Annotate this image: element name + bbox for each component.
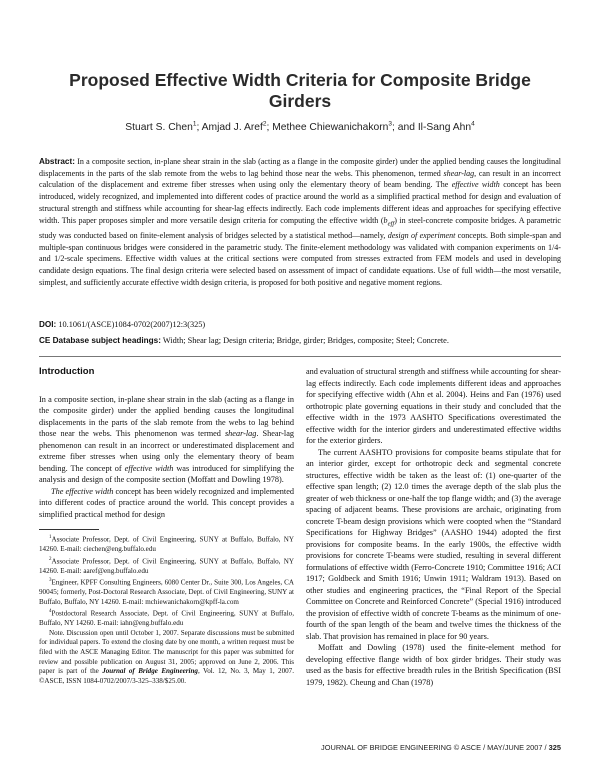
doi-value[interactable]: 10.1061/(ASCE)1084-0702(2007)12:3(325) <box>58 320 206 329</box>
divider <box>39 356 561 357</box>
paragraph: The effective width concept has been widely recognized and implemented into different codes of practice around the world. This concept provides a simplified practical method for design <box>39 486 294 519</box>
footnote: $^4$Postdoctoral Research Associate, Dept. of Civil Engineering, SUNY at Buffalo, Buffalo, NY 14260. E-mail: iahn@eng.buffalo.edu <box>39 609 294 628</box>
paragraph: Moffatt and Dowling (1978) used the finite-element method for developing effective flange width of box girder bridges. Their study was used as the basis for effective breadth rules in the British Specification (BSI 1979, 1982). Cheung and Chan (1978) <box>306 643 561 687</box>
page-number: 325 <box>548 743 561 752</box>
paper-title: Proposed Effective Width Criteria for Composite Bridge Girders <box>69 70 531 111</box>
right-column <box>306 366 561 688</box>
paragraph: In a composite section, in-plane shear strain in the slab (acting as a flange in the composite girder) under the applied bending causes the longitudinal displacements in the parts of the slab remote from the webs to lag behind those near the webs. This phenomenon was termed shear-lag. Shear-lag phenomenon can result in an incorrect or underestimated displacement and extreme fiber stresses when using only the elementary theory of beam bending. The concept of effective width was introduced for simplifying the analysis and design of the composite section (Moffatt and Dowling 1978). <box>39 394 294 484</box>
footnote-rule <box>39 529 99 530</box>
author: Methee Chiewanichakorn$^3$; and <box>272 121 418 134</box>
section-heading: Introduction <box>39 366 95 377</box>
note: Note. Discussion open until October 1, 2007. Separate discussions must be submitted for individual papers. To extend the closing date by one month, a written request must be filed with the ASCE Managing Editor. The manuscript for this paper was submitted for review and possible publication on August 31, 2005; approved on June 2, 2006. This paper is part of the Journal of Bridge Engineering, Vol. 12, No. 3, May 1, 2007. ©ASCE, ISSN 1084-0702/2007/3-325–338/$25.00. <box>39 628 294 685</box>
footnotes <box>39 533 294 686</box>
author: Il-Sang Ahn$^4$ <box>417 121 475 134</box>
left-column <box>39 366 294 686</box>
footnote: $^1$Associate Professor, Dept. of Civil Engineering, SUNY at Buffalo, Buffalo, NY 14260. E-mail: ciechen@eng.buffalo.edu <box>39 535 294 553</box>
page-footer <box>321 743 561 752</box>
author-list <box>40 121 560 133</box>
author: Amjad J. Aref$^2$; <box>201 121 273 134</box>
footnote: $^3$Engineer, KPFF Consulting Engineers, 6080 Center Dr., Suite 300, Los Angeles, CA 90045; formerly, Post-Doctoral Research Associate, Dept. of Civil Engineering, SUNY at Buffalo, Buffalo, NY 14260. E-mail: mchiewanichakorn@kpff-la.com <box>39 578 294 606</box>
paragraph: The current AASHTO provisions for composite beams stipulate that for an interior girder, except for orthotropic deck and segmental concrete structures, effective width be taken as the least of: (1) one-quarter of the effective span length; (2) 12.0 times the average depth of the slab plus the greater of web thickness or one-half the top flange width; and (3) the average spacing of adjacent beams. These provisions are archaic, originating from concrete T-beam design provisions which were coopted when the “Standard Specifications for Highway Bridges” (AASHO 1944) adopted the first provisions for composite beams. In the early 1900s, the effective width provisions for concrete T-beams were studied, resulting in several different formulations of effective width (Ferro-Concrete 1910; Committee 1916; ACI 1917; Goldbeck and Smith 1916; Unwin 1911; Waldram 1913). Based on other studies and engineering practices, the “Final Report of the Special Committee on Concrete and Reinforced Concrete” (Special 1916) introduced the provision of effective width of concrete T-beams as the minimum of one-fourth of the span length of the beam and twelve times the thickness of the slab. That provision has remained in place for 90 years. <box>306 447 561 641</box>
abstract-label: Abstract: <box>39 157 75 166</box>
doi-line: DOI: 10.1061/(ASCE)1084-0702(2007)12:3(325) <box>39 320 206 329</box>
footnote: $^2$Associate Professor, Dept. of Civil Engineering, SUNY at Buffalo, Buffalo, NY 14260. E-mail: aaref@eng.buffalo.edu <box>39 556 294 575</box>
abstract: Abstract: In a composite section, in-plane shear strain in the slab (acting as a flange in the composite girder) under the applied bending causes the longitudinal displacements in the parts of the slab remote from the webs to lag behind those near the webs. This phenomenon, termed shear-lag, can result in an incorrect calculation of the displacement and extreme fiber stresses when using only the elementary theory of beam bending. The effective width concept has been introduced, widely recognized, and implemented into different codes of practice around the world as a simplified practical method for design and evaluation of structural strength and stiffness while accounting for shear-lag effects indirectly. Each code implements different ideas and approaches for specifying effective width. This paper proposes simpler and more versatile design criteria for computing the effective width $(b_{eff})$ in steel-concrete composite bridges. A parametric study was conducted based on finite-element analysis of bridges selected by a statistical method—namely, design of experiment concepts. Both simple-span and multiple-span continuous bridges were considered in the parametric study. The finite-element methodology was validated with companion experiments on 1/4- and 1/2-scale specimens. Effective width values at the critical sections were computed from stresses extracted from FEM models and used in developing candidate design equations. The final design criteria were selected based on assessment of impact of candidate equations. Use of full width—the most versatile, simplest, and sufficiently accurate effective width design criteria, is proposed for both positive and negative moment regions. <box>39 157 561 287</box>
author: Stuart S. Chen$^1$; <box>125 121 202 134</box>
journal-footer: JOURNAL OF BRIDGE ENGINEERING © ASCE / MAY/JUNE 2007 / <box>321 743 549 752</box>
paragraph: and evaluation of structural strength and stiffness while accounting for shear-lag effects indirectly. Each code implements different ideas and approaches for specifying effective width (Ahn et al. 2004). Heins and Fan (1976) used orthotropic plate governing equations in their study and concluded that the effective width in the 1973 AASHTO Specifications overestimated the effective width for the interior girders and underestimated effective widths for the exterior girders. <box>306 367 561 445</box>
subject-headings: CE Database subject headings: Width; Shear lag; Design criteria; Bridge, girder; Bridges, composite; Steel; Concrete. <box>39 336 449 345</box>
